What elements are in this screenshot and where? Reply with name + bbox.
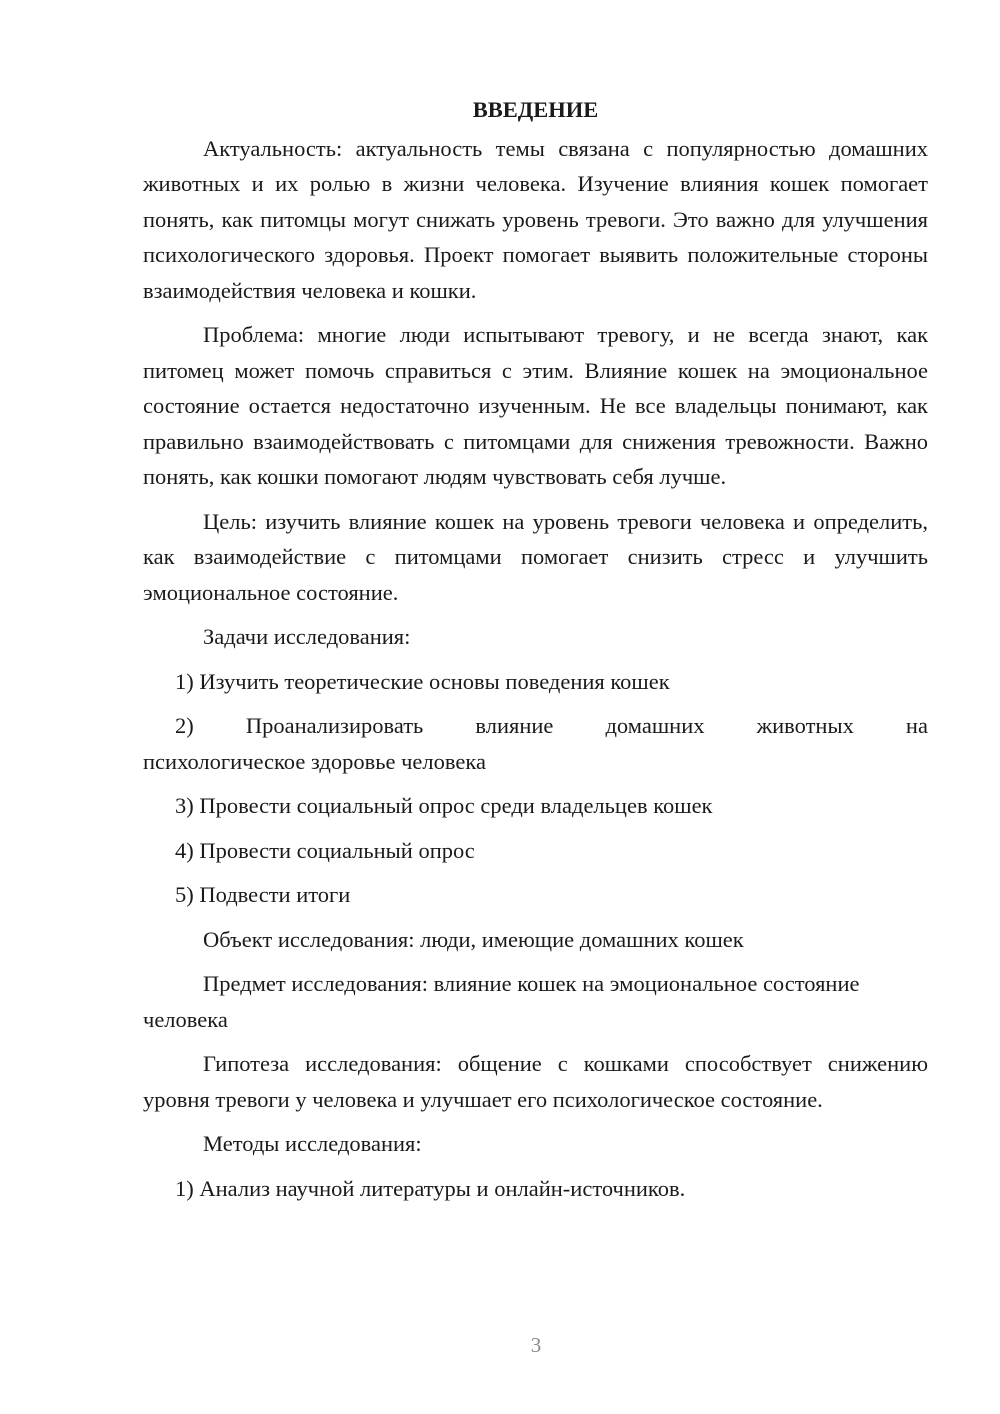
task-2-word: 2) bbox=[175, 713, 194, 738]
page-number: 3 bbox=[530, 1333, 542, 1357]
problem-paragraph: Проблема: многие люди испытывают тревогу, и не всегда знают, как питомец может помочь справиться с этим. Влияние кошек на эмоциональное состояние остается недостаточно изученным. Не все владельцы понимают, как правильно взаимодействовать с питомцами для снижения тревожности. Важно понять, как кошки помогают людям чувствовать себя лучше. bbox=[143, 322, 928, 489]
task-2-word: на bbox=[905, 713, 928, 738]
document-body bbox=[143, 92, 928, 1215]
section-title: ВВЕДЕНИЕ bbox=[472, 97, 599, 122]
task-item-3: 3) Провести социальный опрос среди владельцев кошек bbox=[175, 793, 713, 818]
task-item-2-line-2: психологическое здоровье человека bbox=[143, 748, 486, 774]
relevance-paragraph: Актуальность: актуальность темы связана с популярностью домашних животных и их ролью в жизни человека. Изучение влияния кошек помогает понять, как питомцы могут снижать уровень тревоги. Это важно для улучшения психологического здоровья. Проект помогает выявить положительные стороны взаимодействия человека и кошки. bbox=[143, 135, 928, 303]
hypothesis-paragraph: Гипотеза исследования: общение с кошками способствует снижению уровня тревоги у человека и улучшает его психологическое состояние. bbox=[143, 1051, 928, 1112]
subject-paragraph: Предмет исследования: влияние кошек на эмоциональное состояние человека bbox=[143, 971, 860, 1032]
task-item-2-line-1 bbox=[143, 708, 928, 744]
object-paragraph: Объект исследования: люди, имеющие домашних кошек bbox=[203, 926, 744, 952]
tasks-heading: Задачи исследования: bbox=[203, 624, 411, 649]
task-item-1: 1) Изучить теоретические основы поведения кошек bbox=[175, 668, 670, 694]
goal-paragraph: Цель: изучить влияние кошек на уровень тревоги человека и определить, как взаимодействие с питомцами помогает снизить стресс и улучшить эмоциональное состояние. bbox=[143, 508, 928, 605]
methods-heading: Методы исследования: bbox=[203, 1131, 422, 1156]
task-item-5: 5) Подвести итоги bbox=[175, 882, 351, 907]
task-2-word: домашних bbox=[605, 713, 705, 738]
task-item-4: 4) Провести социальный опрос bbox=[175, 837, 475, 863]
method-item-1: 1) Анализ научной литературы и онлайн-источников. bbox=[175, 1175, 686, 1201]
task-2-word: Проанализировать bbox=[245, 713, 424, 738]
task-2-word: животных bbox=[756, 713, 854, 738]
task-item-2 bbox=[143, 708, 928, 779]
task-2-word: влияние bbox=[475, 713, 554, 738]
